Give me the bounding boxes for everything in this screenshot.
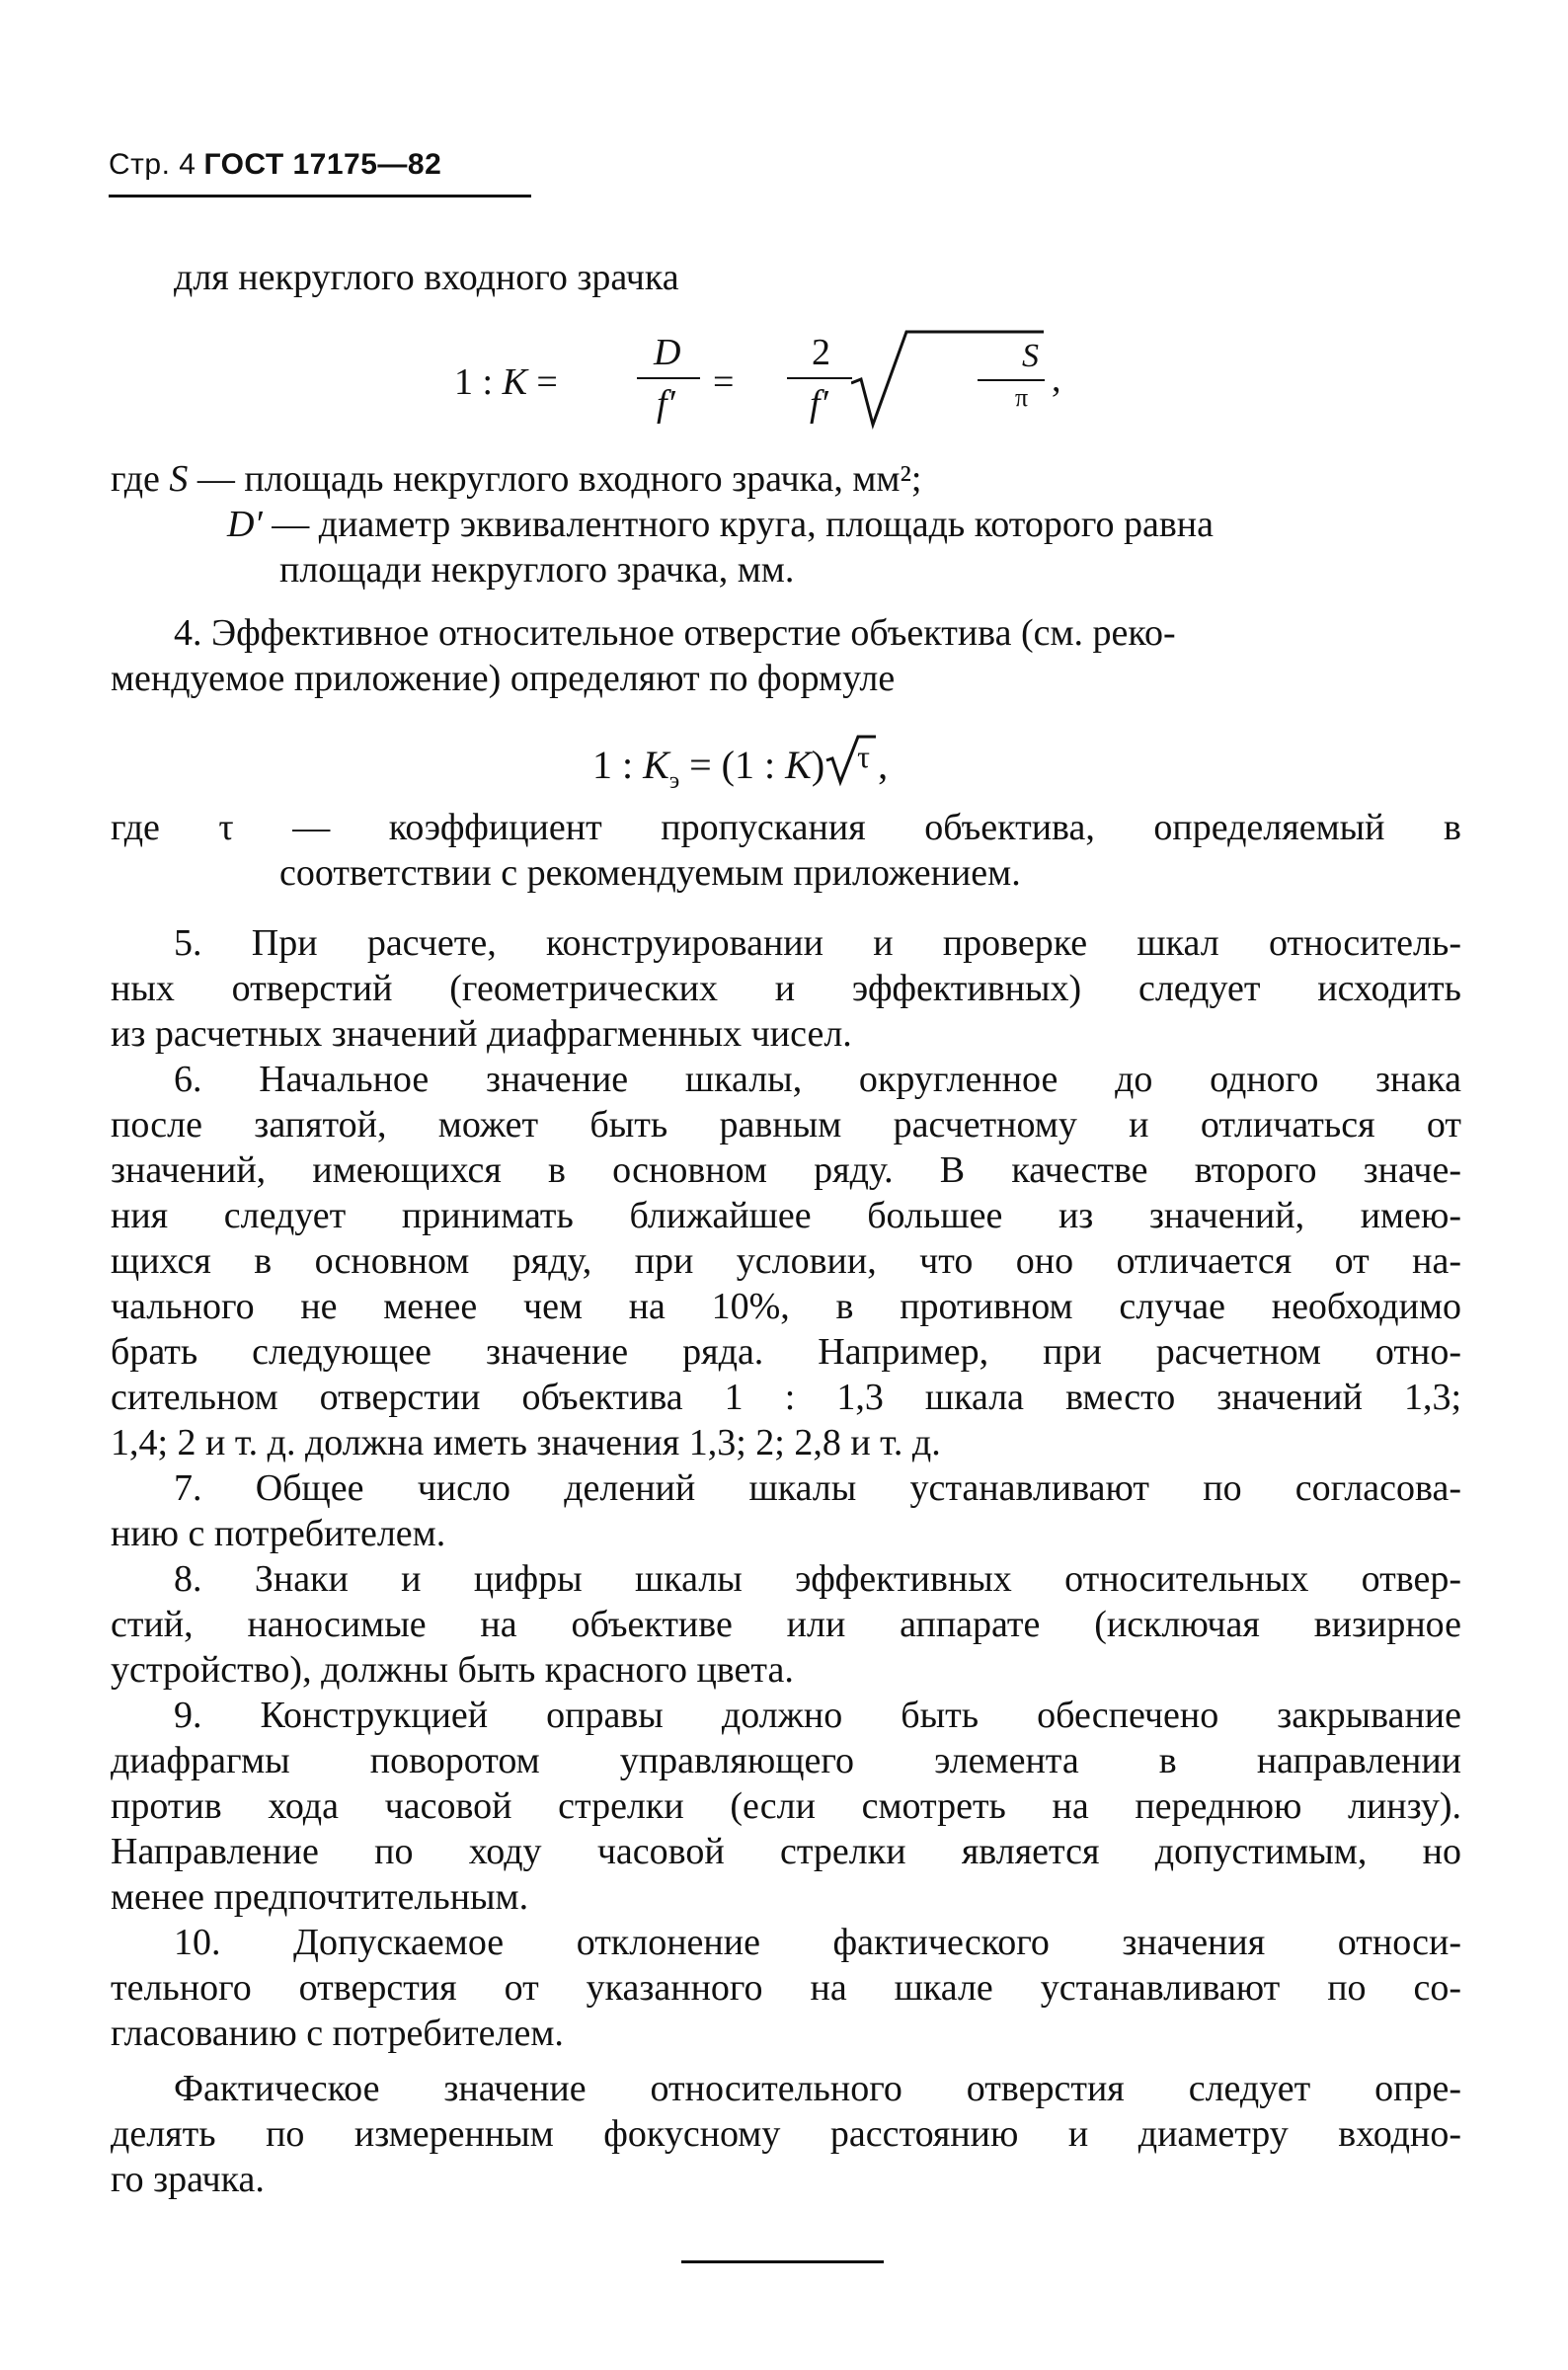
text-line: тельного отверстия от указанного на шкале устанавливают по со- <box>111 1967 1461 2009</box>
text-line: значений, имеющихся в основном ряду. В качестве второго значе- <box>111 1149 1461 1191</box>
formula1-fraction-bar2 <box>787 377 852 379</box>
page-header <box>109 148 441 182</box>
formula1-fraction-bar1 <box>637 377 700 379</box>
text-line: нию с потребителем. <box>111 1513 446 1554</box>
text-line: стий, наносимые на объективе или аппарате (исключая визирное <box>111 1604 1461 1645</box>
sqrt-sign-small <box>824 733 878 788</box>
end-rule <box>681 2260 884 2263</box>
formula1-den1: f′ <box>657 383 675 425</box>
formula2-k2: K <box>785 743 812 787</box>
formula-aperture-noncircular <box>454 326 1145 454</box>
text-line: брать следующее значение ряда. Например, при расчетном отно- <box>111 1331 1461 1373</box>
where1-line1: где S — площадь некруглого входного зрачка, мм²; <box>111 458 922 500</box>
text-line: Направление по ходу часовой стрелки является допустимым, но <box>111 1831 1461 1872</box>
text-line: диафрагмы поворотом управляющего элемента в направлении <box>111 1740 1461 1781</box>
where1-line3: площади некруглого зрачка, мм. <box>279 549 795 591</box>
item4-line1: 4. Эффективное относительное отверстие объектива (см. реко- <box>174 612 1176 654</box>
formula2-k: K <box>643 743 669 787</box>
formula1-den2: f′ <box>810 383 828 425</box>
page-number-label: Стр. 4 <box>109 148 196 181</box>
text-line: го зрачка. <box>111 2159 265 2200</box>
text-line: делять по измеренным фокусному расстоянию и диаметру входно- <box>111 2113 1461 2155</box>
formula-effective-aperture: 1 : $K_э = (1$ : K) τ , <box>592 739 888 788</box>
text-line: из расчетных значений диафрагменных чисел. <box>111 1013 852 1055</box>
text-line: 9. Конструкцией оправы должно быть обеспечено закрывание <box>174 1695 1461 1736</box>
item4-line2: мендуемое приложение) определяют по формуле <box>111 658 896 699</box>
text-line: щихся в основном ряду, при условии, что оно отличается от на- <box>111 1240 1461 1282</box>
formula2-subscript: э <box>668 768 680 794</box>
text-line: после запятой, может быть равным расчетному и отличаться от <box>111 1104 1461 1146</box>
formula1-comma: , <box>1052 358 1061 400</box>
symbol-s: S <box>169 458 189 500</box>
text-line: сительном отверстии объектива 1 : 1,3 шкала вместо значений 1,3; <box>111 1377 1461 1418</box>
formula1-num2: 2 <box>812 332 830 373</box>
formula1-lhs: 1 : K = <box>454 361 558 403</box>
formula1-num1: D <box>654 332 681 373</box>
text-line: 1,4; 2 и т. д. должна иметь значения 1,3; 2; 2,8 и т. д. <box>111 1422 941 1463</box>
text-line: 5. При расчете, конструировании и проверке шкал относитель- <box>174 922 1461 964</box>
text-line: 6. Начальное значение шкалы, округленное до одного знака <box>174 1059 1461 1100</box>
symbol-d-prime: D′ <box>227 504 263 545</box>
where1-line2: D′ — диаметр эквивалентного круга, площадь которого равна <box>227 504 1215 545</box>
text-line: ния следует принимать ближайшее большее из значений, имею- <box>111 1195 1461 1236</box>
text-line: 7. Общее число делений шкалы устанавливают по согласова- <box>174 1467 1461 1509</box>
text-line: против хода часовой стрелки (если смотреть на переднюю линзу). <box>111 1785 1461 1827</box>
where2-line1: где τ — коэффициент пропускания объектива, определяемый в <box>111 807 1461 848</box>
text-line: 10. Допускаемое отклонение фактического значения относи- <box>174 1922 1461 1963</box>
formula1-k: K <box>502 361 527 403</box>
text-line: чального не менее чем на 10%, в противном случае необходимо <box>111 1286 1461 1327</box>
formula1-fraction-bar3 <box>978 379 1045 381</box>
formula1-rad-den: π <box>1015 383 1029 412</box>
header-rule <box>109 195 531 198</box>
formula1-rad-num: S <box>1022 338 1039 374</box>
text-line: менее предпочтительным. <box>111 1876 529 1918</box>
standard-number: ГОСТ 17175—82 <box>203 148 442 181</box>
formula2-tau: τ <box>857 739 870 774</box>
text-line: Фактическое значение относительного отверстия следует опре- <box>174 2068 1461 2109</box>
formula2-sqrt <box>824 739 878 778</box>
text-line: гласованию с потребителем. <box>111 2013 564 2054</box>
text-line: 8. Знаки и цифры шкалы эффективных относительных отвер- <box>174 1558 1461 1600</box>
formula1-eq2: = <box>713 361 735 403</box>
text-line: ных отверстий (геометрических и эффективных) следует исходить <box>111 968 1461 1009</box>
intro-line: для некруглого входного зрачка <box>174 257 679 298</box>
where2-line2: соответствии с рекомендуемым приложением. <box>279 852 1021 894</box>
text-line: устройство), должны быть красного цвета. <box>111 1649 794 1691</box>
